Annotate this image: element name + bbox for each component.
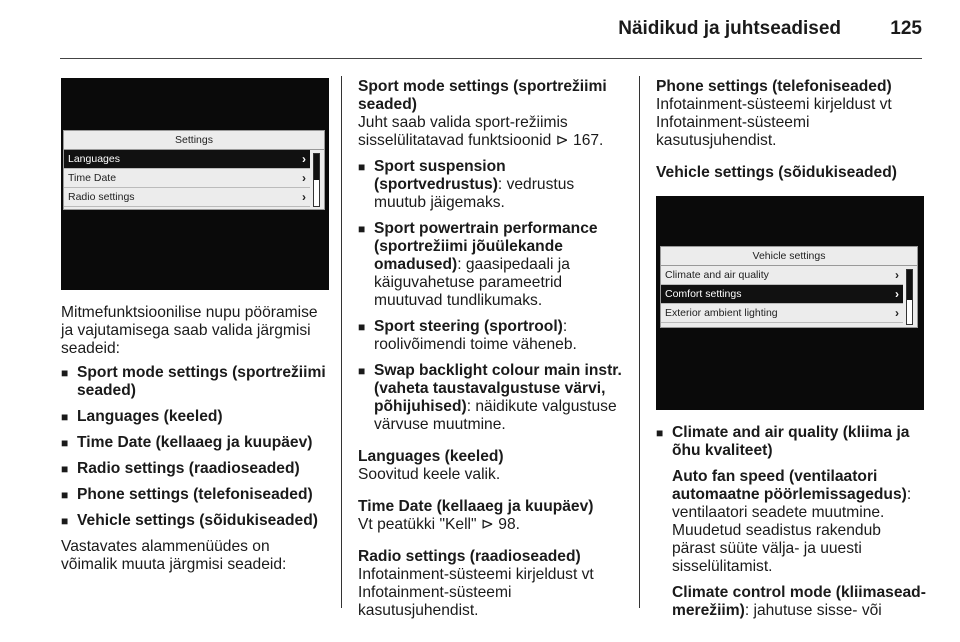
screen-item-label: Languages bbox=[68, 153, 120, 165]
item-desc: : vedrustus muutub jäigemaks. bbox=[374, 176, 575, 211]
section-heading-timedate: Time Date (kellaaeg ja kuupäev) bbox=[358, 498, 594, 515]
list-item bbox=[656, 424, 926, 620]
chevron-right-icon: › bbox=[302, 152, 306, 166]
section-heading-languages: Languages (keeled) bbox=[358, 448, 504, 465]
page-header bbox=[618, 18, 922, 40]
chevron-right-icon: › bbox=[302, 190, 306, 204]
list-item bbox=[358, 318, 628, 354]
chevron-right-icon: › bbox=[895, 287, 899, 301]
settings-panel bbox=[63, 130, 325, 210]
item-term: ■ Climate and air quality (kliima ja õhu kvaliteet) bbox=[672, 424, 910, 459]
column-divider-left bbox=[341, 76, 342, 608]
vehicle-settings-panel bbox=[660, 246, 918, 328]
screen-item-label: Radio settings bbox=[68, 191, 135, 203]
list-item: ■ Vehicle settings (sõidukiseaded) bbox=[61, 512, 329, 530]
screen-item-exterior-lighting bbox=[661, 304, 903, 323]
section-text-languages: Soovitud keele valik. bbox=[358, 466, 501, 483]
page-number: 125 bbox=[890, 18, 922, 39]
screen-title: Vehicle settings bbox=[661, 247, 917, 266]
column-3 bbox=[656, 78, 926, 628]
section-heading-vehicle: Vehicle settings (sõidukiseaded) bbox=[656, 164, 897, 181]
column-1 bbox=[61, 78, 329, 574]
screen-item-languages bbox=[64, 150, 310, 169]
screen-item-label: Comfort settings bbox=[665, 288, 742, 300]
chevron-right-icon: › bbox=[302, 171, 306, 185]
chevron-right-icon: › bbox=[895, 268, 899, 282]
list-item bbox=[358, 158, 628, 212]
section-text-phone: Infotainment-süsteemi kirjeldust vt Infotainment-süsteemi kasutusjuhendist. bbox=[656, 96, 892, 149]
scrollbar bbox=[906, 269, 913, 325]
item-desc: : näidikute valgustuse värvuse muutmine. bbox=[374, 398, 617, 433]
sub-item-desc: : ventilaatori seadete muutmine. Muudetud seadistus rakendub pärast süüte välja- ja uuesti sisselülitamist. bbox=[672, 486, 912, 575]
sub-item-desc: : jahutuse sisse- või bbox=[744, 602, 882, 619]
list-item bbox=[358, 220, 628, 310]
list-item: ■ Sport mode settings (sportrežiimi seaded) bbox=[61, 364, 329, 400]
vehicle-list bbox=[656, 424, 926, 620]
sub-item bbox=[672, 584, 926, 620]
section-text-timedate: Vt peatükki "Kell" ⊳ 98. bbox=[358, 516, 520, 533]
column-divider-right bbox=[639, 76, 640, 608]
list-item: ■ Phone settings (telefoniseaded) bbox=[61, 486, 329, 504]
section-heading-sport: Sport mode settings (sportrežiimi seaded) bbox=[358, 78, 607, 113]
scrollbar-thumb bbox=[907, 270, 912, 300]
screen-title: Settings bbox=[64, 131, 324, 150]
sub-item bbox=[672, 468, 926, 576]
list-item: ■ Radio settings (raadioseaded) bbox=[61, 460, 329, 478]
header-rule bbox=[60, 58, 922, 59]
item-term: Swap backlight colour main instr. (vaheta taustavalgustuse värvi, põhijuhised) bbox=[374, 362, 622, 415]
intro-text: Mitmefunktsioonilise nupu pööramise ja vajutamisega saab valida järgmisi seadeid: bbox=[61, 304, 318, 357]
list-item: ■ Time Date (kellaaeg ja kuupäev) bbox=[61, 434, 329, 452]
scrollbar-thumb bbox=[314, 154, 319, 180]
section-text-radio: Infotainment-süsteemi kirjeldust vt Infotainment-süsteemi kasutusjuhendist. bbox=[358, 566, 594, 619]
list-item: ■ Languages (keeled) bbox=[61, 408, 329, 426]
screen-item-radio-settings bbox=[64, 188, 310, 207]
screen-item-comfort bbox=[661, 285, 903, 304]
item-term: Sport steering (sportrool) bbox=[374, 318, 563, 335]
item-term: Sport suspension (sportvedrustus) bbox=[374, 158, 506, 193]
settings-list bbox=[61, 364, 329, 530]
screen-item-time-date bbox=[64, 169, 310, 188]
vehicle-settings-screen-image bbox=[656, 196, 924, 410]
sub-item-term: Climate control mode (kliimasead-merežiim) bbox=[672, 584, 926, 619]
item-term: Sport powertrain performance (sportrežiimi jõuülekande omadused) bbox=[374, 220, 598, 273]
screen-item-label: Exterior ambient lighting bbox=[665, 307, 778, 319]
section-heading-radio: Radio settings (raadioseaded) bbox=[358, 548, 581, 565]
screen-item-label: Time Date bbox=[68, 172, 117, 184]
header-title: Näidikud ja juhtseadised bbox=[618, 18, 842, 39]
sport-list bbox=[358, 158, 628, 434]
section-text-sport: Juht saab valida sport-režiimis sisselülitatavad funktsioonid ⊳ 167. bbox=[358, 114, 604, 149]
section-heading-phone: Phone settings (telefoniseaded) bbox=[656, 78, 892, 95]
list-item bbox=[358, 362, 628, 434]
item-desc: : gaasipedaali ja käiguvahetuse parameetrid muutuvad tundlikumaks. bbox=[374, 256, 570, 309]
outro-text: Vastavates alammenüüdes on võimalik muuta järgmisi seadeid: bbox=[61, 538, 287, 573]
chevron-right-icon: › bbox=[895, 306, 899, 320]
screen-item-label: Climate and air quality bbox=[665, 269, 769, 281]
screen-item-climate bbox=[661, 266, 903, 285]
scrollbar bbox=[313, 153, 320, 207]
settings-screen-image bbox=[61, 78, 329, 290]
column-2 bbox=[358, 78, 628, 620]
item-desc: : roolivõimendi toime väheneb. bbox=[374, 318, 577, 353]
sub-item-term: Auto fan speed (ventilaatori automaatne pöörlemissagedus) bbox=[672, 468, 907, 503]
